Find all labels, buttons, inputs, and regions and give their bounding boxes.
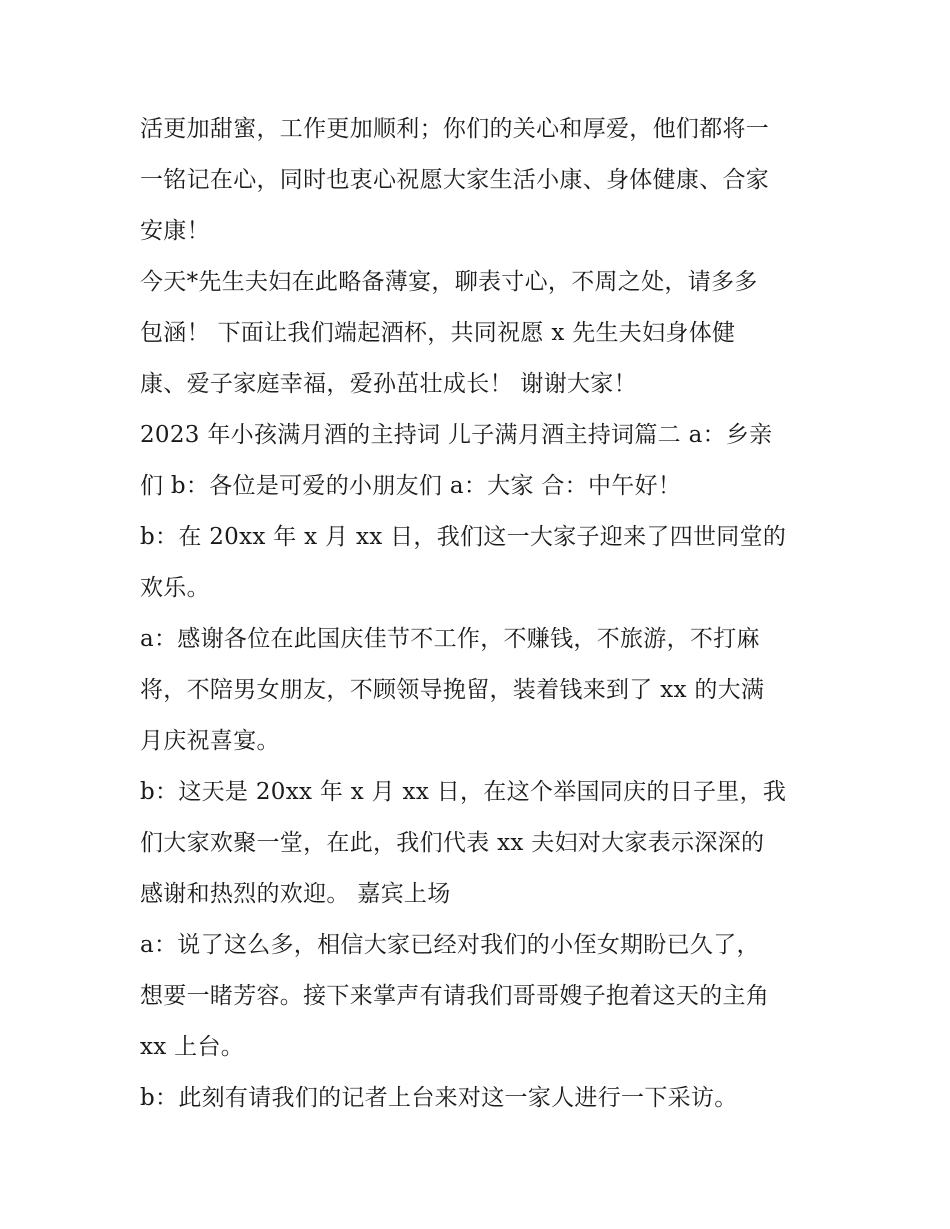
text-line: b：这天是 20xx 年 x 月 xx 日，在这个举国同庆的日子里，我	[140, 779, 787, 805]
text-line: xx 上台。	[140, 1034, 245, 1060]
text-line: 们大家欢聚一堂，在此，我们代表 xx 夫妇对大家表示深深的	[140, 830, 765, 856]
text-line: 想要一睹芳容。接下来掌声有请我们哥哥嫂子抱着这天的主角	[140, 983, 770, 1009]
text-line: 康、爱子家庭幸福，爱孙茁壮成长！ 谢谢大家！	[140, 371, 637, 397]
document-body	[140, 104, 830, 1124]
text-line: 月庆祝喜宴。	[140, 728, 280, 754]
text-line: 包涵！ 下面让我们端起酒杯，共同祝愿 x 先生夫妇身体健	[140, 320, 736, 346]
text-line: 活更加甜蜜，工作更加顺利；你们的关心和厚爱，他们都将一	[140, 116, 770, 142]
text-line: 一铭记在心，同时也衷心祝愿大家生活小康、身体健康、合家	[140, 167, 770, 193]
text-line: 们 b：各位是可爱的小朋友们 a：大家 合：中午好！	[140, 473, 682, 499]
text-line: 2023 年小孩满月酒的主持词 儿子满月酒主持词篇二 a：乡亲	[140, 422, 773, 448]
text-line: b：在 20xx 年 x 月 xx 日，我们这一大家子迎来了四世同堂的	[140, 524, 787, 550]
text-line: 安康！	[140, 218, 210, 244]
text-line: 欢乐。	[140, 575, 210, 601]
text-line: 感谢和热烈的欢迎。 嘉宾上场	[140, 881, 451, 907]
text-line: b：此刻有请我们的记者上台来对这一家人进行一下采访。	[140, 1085, 738, 1111]
text-line: a：感谢各位在此国庆佳节不工作，不赚钱，不旅游，不打麻	[140, 626, 760, 652]
text-line: a：说了这么多，相信大家已经对我们的小侄女期盼已久了，	[140, 932, 760, 958]
text-line: 将，不陪男女朋友，不顾领导挽留，装着钱来到了 xx 的大满	[140, 677, 765, 703]
text-line: 今天*先生夫妇在此略备薄宴，聊表寸心，不周之处，请多多	[140, 269, 758, 295]
